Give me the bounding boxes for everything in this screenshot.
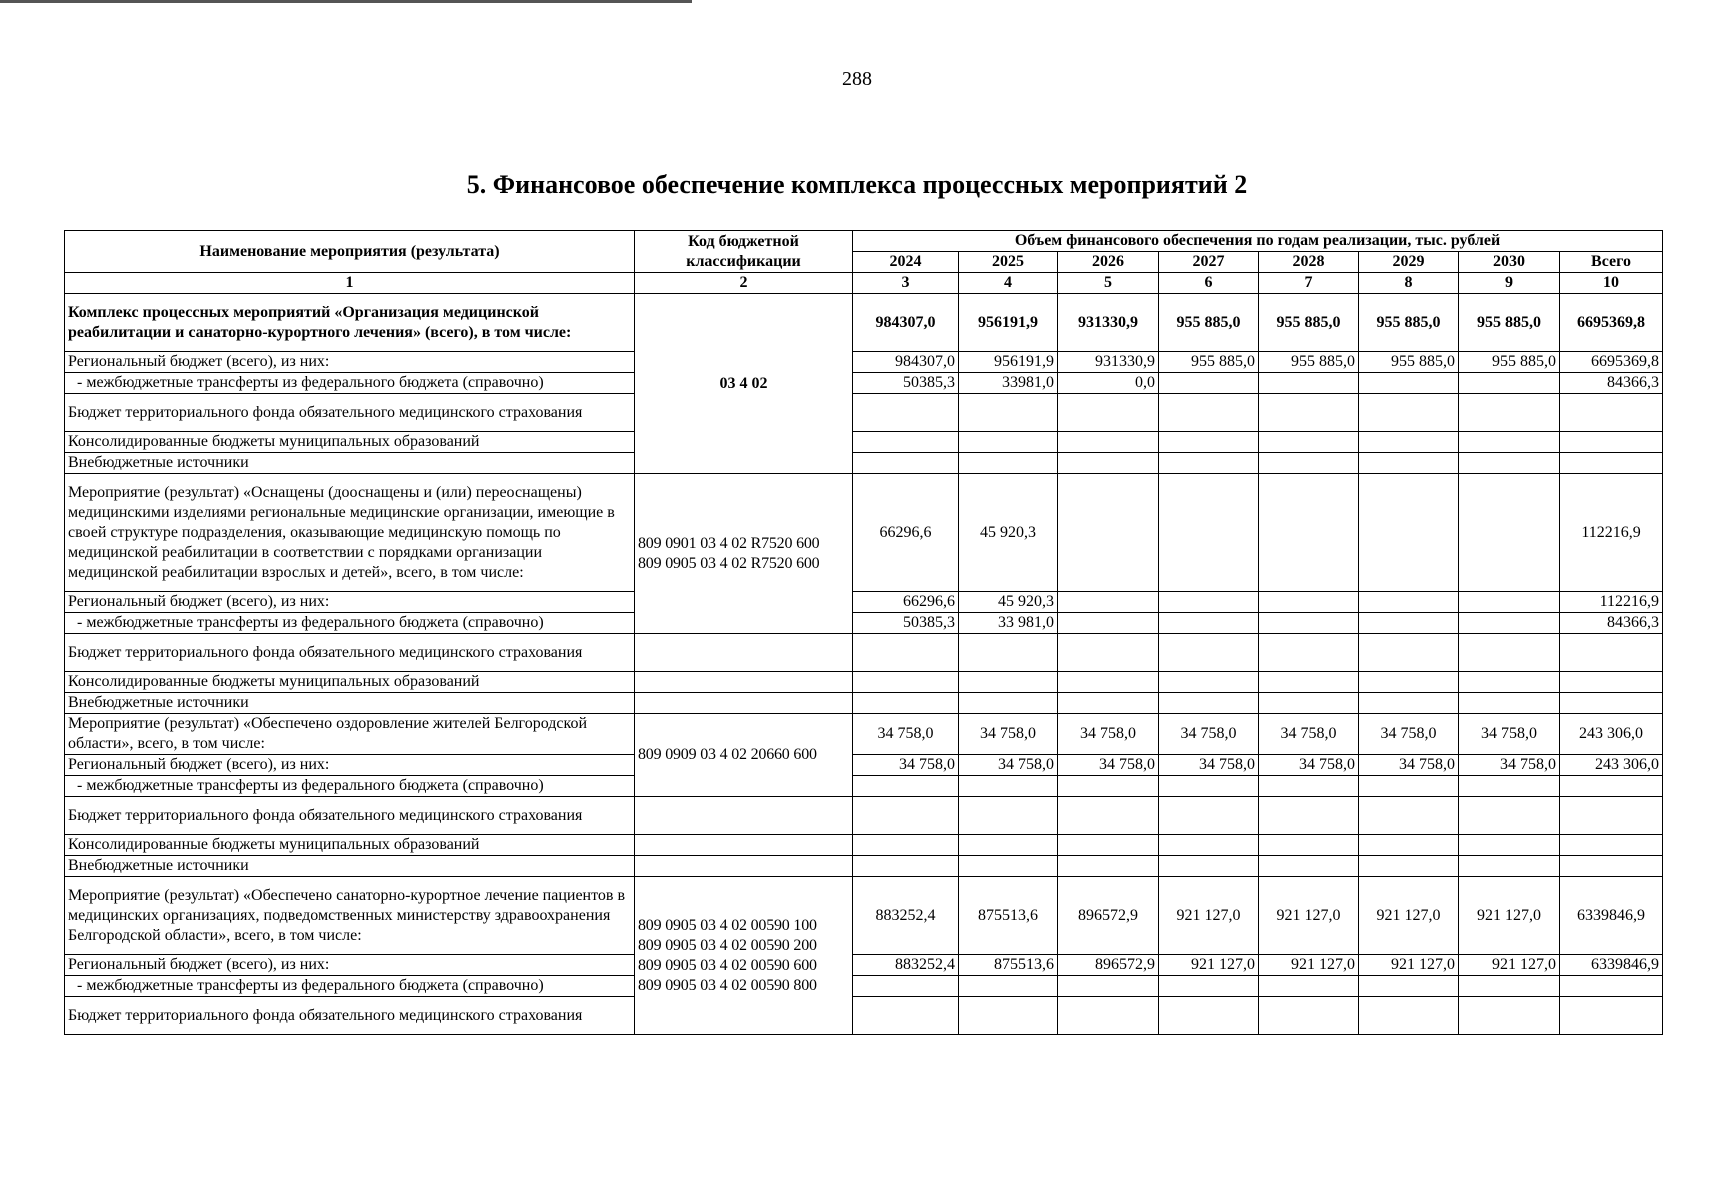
value-cell: 955 885,0	[1359, 352, 1459, 373]
value-cell	[1459, 394, 1560, 432]
value-cell: 921 127,0	[1359, 955, 1459, 976]
value-cell	[1159, 394, 1259, 432]
value-cell	[1359, 835, 1459, 856]
value-cell	[1058, 776, 1159, 797]
value-cell	[1459, 835, 1560, 856]
value-cell	[853, 976, 959, 997]
value-cell	[1560, 634, 1663, 672]
value-cell	[1058, 797, 1159, 835]
value-cell: 955 885,0	[1259, 352, 1359, 373]
value-cell	[1058, 453, 1159, 474]
header-volume-col: Объем финансового обеспечения по годам реализации, тыс. рублей	[853, 231, 1663, 252]
value-cell	[1359, 373, 1459, 394]
table-row	[65, 997, 1663, 1035]
value-cell	[1459, 373, 1560, 394]
value-cell: 931330,9	[1058, 352, 1159, 373]
header-year-2025: 2025	[959, 252, 1058, 273]
value-cell: 921 127,0	[1259, 877, 1359, 955]
value-cell: 243 306,0	[1560, 714, 1663, 755]
value-cell	[853, 997, 959, 1035]
value-cell	[959, 394, 1058, 432]
value-cell	[1359, 856, 1459, 877]
table-row	[65, 877, 1663, 955]
column-number: 3	[853, 273, 959, 294]
value-cell: 956191,9	[959, 294, 1058, 352]
value-cell: 34 758,0	[959, 755, 1058, 776]
value-cell: 921 127,0	[1259, 955, 1359, 976]
value-cell	[853, 432, 959, 453]
value-cell: 6695369,8	[1560, 294, 1663, 352]
header-total: Всего	[1560, 252, 1663, 273]
value-cell	[1159, 835, 1259, 856]
row-name: Бюджет территориального фонда обязательного медицинского страхования	[65, 797, 635, 835]
value-cell: 0,0	[1058, 373, 1159, 394]
value-cell: 896572,9	[1058, 877, 1159, 955]
value-cell	[1560, 693, 1663, 714]
value-cell: 984307,0	[853, 352, 959, 373]
value-cell	[1459, 693, 1560, 714]
table-row	[65, 955, 1663, 976]
row-name: Мероприятие (результат) «Обеспечено оздоровление жителей Белгородской области», всего, в том числе:	[65, 714, 635, 755]
value-cell: 112216,9	[1560, 592, 1663, 613]
value-cell	[1159, 856, 1259, 877]
table-row	[65, 613, 1663, 634]
value-cell: 34 758,0	[1459, 714, 1560, 755]
value-cell: 956191,9	[959, 352, 1058, 373]
value-cell	[959, 634, 1058, 672]
table-row	[65, 797, 1663, 835]
table-row	[65, 776, 1663, 797]
row-name: Внебюджетные источники	[65, 856, 635, 877]
value-cell	[1259, 453, 1359, 474]
value-cell	[1459, 474, 1560, 592]
value-cell	[1259, 856, 1359, 877]
table-body	[65, 273, 1663, 1035]
value-cell: 896572,9	[1058, 955, 1159, 976]
value-cell: 34 758,0	[1058, 714, 1159, 755]
header-name-col: Наименование мероприятия (результата)	[65, 231, 635, 273]
value-cell	[1459, 856, 1560, 877]
budget-code-line: 809 0901 03 4 02 R7520 600	[638, 534, 820, 552]
value-cell	[853, 672, 959, 693]
value-cell	[1560, 976, 1663, 997]
value-cell	[1459, 432, 1560, 453]
value-cell	[1159, 613, 1259, 634]
value-cell: 34 758,0	[853, 714, 959, 755]
row-name: Комплекс процессных мероприятий «Организация медицинской реабилитации и санаторно-курортного лечения» (всего), в том числе:	[65, 294, 635, 352]
value-cell: 921 127,0	[1359, 877, 1459, 955]
value-cell	[1459, 997, 1560, 1035]
value-cell	[1459, 613, 1560, 634]
value-cell	[1459, 976, 1560, 997]
value-cell: 45 920,3	[959, 592, 1058, 613]
row-name: - межбюджетные трансферты из федерального бюджета (справочно)	[65, 613, 635, 634]
value-cell	[1560, 797, 1663, 835]
value-cell	[1359, 592, 1459, 613]
value-cell: 84366,3	[1560, 373, 1663, 394]
table-row	[65, 976, 1663, 997]
value-cell	[1359, 432, 1459, 453]
value-cell	[959, 776, 1058, 797]
header-year-2028: 2028	[1259, 252, 1359, 273]
value-cell	[1359, 672, 1459, 693]
value-cell	[1058, 592, 1159, 613]
value-cell	[1259, 776, 1359, 797]
row-name: Внебюджетные источники	[65, 453, 635, 474]
value-cell	[1259, 373, 1359, 394]
table-row	[65, 592, 1663, 613]
value-cell	[1359, 613, 1459, 634]
column-number: 7	[1259, 273, 1359, 294]
value-cell	[853, 394, 959, 432]
budget-code-empty	[635, 693, 853, 714]
value-cell	[1058, 856, 1159, 877]
value-cell: 34 758,0	[1459, 755, 1560, 776]
value-cell	[959, 976, 1058, 997]
value-cell: 34 758,0	[1259, 714, 1359, 755]
value-cell: 6695369,8	[1560, 352, 1663, 373]
value-cell: 50385,3	[853, 613, 959, 634]
value-cell	[1159, 797, 1259, 835]
value-cell	[1058, 432, 1159, 453]
value-cell: 34 758,0	[1058, 755, 1159, 776]
value-cell	[959, 856, 1058, 877]
row-name: Бюджет территориального фонда обязательного медицинского страхования	[65, 634, 635, 672]
column-number: 5	[1058, 273, 1159, 294]
header-year-2024: 2024	[853, 252, 959, 273]
value-cell	[1259, 634, 1359, 672]
value-cell	[1058, 613, 1159, 634]
value-cell: 955 885,0	[1159, 352, 1259, 373]
value-cell	[853, 835, 959, 856]
budget-code-empty	[635, 634, 853, 672]
value-cell	[853, 856, 959, 877]
value-cell: 955 885,0	[1259, 294, 1359, 352]
value-cell	[1159, 976, 1259, 997]
value-cell	[1459, 634, 1560, 672]
column-number: 9	[1459, 273, 1560, 294]
column-number: 4	[959, 273, 1058, 294]
value-cell: 34 758,0	[1159, 755, 1259, 776]
table-row	[65, 755, 1663, 776]
header-code-col: Код бюджетной классификации	[635, 231, 853, 273]
header-year-2027: 2027	[1159, 252, 1259, 273]
value-cell	[1359, 776, 1459, 797]
value-cell	[1058, 693, 1159, 714]
budget-code-empty	[635, 797, 853, 835]
value-cell: 6339846,9	[1560, 955, 1663, 976]
value-cell	[1259, 997, 1359, 1035]
value-cell	[1459, 592, 1560, 613]
row-name: Региональный бюджет (всего), из них:	[65, 592, 635, 613]
value-cell	[1560, 835, 1663, 856]
value-cell: 50385,3	[853, 373, 959, 394]
value-cell: 6339846,9	[1560, 877, 1663, 955]
budget-code	[635, 294, 853, 474]
value-cell: 34 758,0	[1159, 714, 1259, 755]
budget-code-empty	[635, 672, 853, 693]
value-cell	[1259, 432, 1359, 453]
value-cell	[1359, 976, 1459, 997]
value-cell: 921 127,0	[1459, 877, 1560, 955]
row-name: - межбюджетные трансферты из федерального бюджета (справочно)	[65, 373, 635, 394]
table-row	[65, 352, 1663, 373]
value-cell	[959, 672, 1058, 693]
table-row	[65, 373, 1663, 394]
table-row	[65, 634, 1663, 672]
scan-edge-line	[0, 0, 692, 3]
page-number: 288	[842, 68, 872, 90]
table-row	[65, 714, 1663, 755]
value-cell	[1159, 373, 1259, 394]
table-row	[65, 835, 1663, 856]
value-cell	[1058, 976, 1159, 997]
value-cell	[959, 997, 1058, 1035]
table-row	[65, 453, 1663, 474]
value-cell	[1159, 693, 1259, 714]
table-row	[65, 693, 1663, 714]
value-cell	[1058, 634, 1159, 672]
value-cell	[1359, 693, 1459, 714]
row-name: Региональный бюджет (всего), из них:	[65, 755, 635, 776]
column-number: 1	[65, 273, 635, 294]
table-row	[65, 432, 1663, 453]
value-cell	[853, 797, 959, 835]
value-cell	[1058, 474, 1159, 592]
value-cell: 34 758,0	[853, 755, 959, 776]
budget-code-line: 809 0909 03 4 02 20660 600	[638, 746, 817, 763]
budget-code-line: 809 0905 03 4 02 R7520 600	[638, 554, 820, 572]
value-cell: 84366,3	[1560, 613, 1663, 634]
row-name: - межбюджетные трансферты из федерального бюджета (справочно)	[65, 976, 635, 997]
row-name: Консолидированные бюджеты муниципальных образований	[65, 835, 635, 856]
value-cell	[1159, 432, 1259, 453]
value-cell	[1560, 453, 1663, 474]
value-cell	[1359, 474, 1459, 592]
value-cell: 34 758,0	[1359, 755, 1459, 776]
value-cell: 955 885,0	[1359, 294, 1459, 352]
value-cell: 875513,6	[959, 877, 1058, 955]
value-cell	[1359, 394, 1459, 432]
row-name: Мероприятие (результат) «Оснащены (дооснащены и (или) переоснащены) медицинскими изделиями региональные медицинские организации, имеющие в своей структуре подразделения, оказывающие медицинскую помощь по медицинской реабилитации в соответствии с порядками организации медицинской реабилитации взрослых и детей», всего, в том числе:	[65, 474, 635, 592]
value-cell	[1159, 474, 1259, 592]
value-cell	[959, 797, 1058, 835]
value-cell	[1560, 672, 1663, 693]
value-cell	[1259, 394, 1359, 432]
row-name: Консолидированные бюджеты муниципальных образований	[65, 432, 635, 453]
value-cell	[853, 693, 959, 714]
value-cell	[1058, 394, 1159, 432]
value-cell	[1459, 672, 1560, 693]
column-number: 10	[1560, 273, 1663, 294]
value-cell	[1560, 776, 1663, 797]
value-cell	[1259, 835, 1359, 856]
value-cell: 955 885,0	[1459, 352, 1560, 373]
value-cell	[853, 776, 959, 797]
value-cell: 875513,6	[959, 955, 1058, 976]
value-cell	[1560, 432, 1663, 453]
budget-code-empty	[635, 856, 853, 877]
row-name: Региональный бюджет (всего), из них:	[65, 352, 635, 373]
value-cell: 66296,6	[853, 592, 959, 613]
page-title: 5. Финансовое обеспечение комплекса процессных мероприятий 2	[466, 170, 1248, 199]
column-number: 6	[1159, 273, 1259, 294]
budget-code	[635, 877, 853, 1035]
value-cell	[959, 453, 1058, 474]
value-cell	[1359, 797, 1459, 835]
value-cell	[1359, 634, 1459, 672]
budget-code	[635, 714, 853, 797]
value-cell: 243 306,0	[1560, 755, 1663, 776]
budget-code-line: 809 0905 03 4 02 00590 200	[638, 936, 817, 954]
value-cell	[1159, 634, 1259, 672]
value-cell	[1359, 453, 1459, 474]
header-year-2029: 2029	[1359, 252, 1459, 273]
value-cell	[1058, 835, 1159, 856]
row-name: Консолидированные бюджеты муниципальных образований	[65, 672, 635, 693]
value-cell	[1560, 394, 1663, 432]
value-cell	[1159, 453, 1259, 474]
row-name: Бюджет территориального фонда обязательного медицинского страхования	[65, 394, 635, 432]
value-cell	[1459, 797, 1560, 835]
value-cell	[959, 835, 1058, 856]
table-row	[65, 856, 1663, 877]
value-cell	[1359, 997, 1459, 1035]
value-cell: 955 885,0	[1159, 294, 1259, 352]
value-cell	[1058, 672, 1159, 693]
value-cell: 66296,6	[853, 474, 959, 592]
value-cell	[1459, 776, 1560, 797]
value-cell	[1259, 613, 1359, 634]
value-cell	[959, 432, 1058, 453]
row-name: Мероприятие (результат) «Обеспечено санаторно-курортное лечение пациентов в медицинских организациях, подведомственных министерству здравоохранения Белгородской области», всего, в том числе:	[65, 877, 635, 955]
value-cell	[1259, 693, 1359, 714]
table-row	[65, 394, 1663, 432]
value-cell	[1159, 672, 1259, 693]
value-cell	[1259, 474, 1359, 592]
budget-code	[635, 474, 853, 634]
value-cell: 33 981,0	[959, 613, 1058, 634]
value-cell: 34 758,0	[959, 714, 1058, 755]
budget-code-line: 809 0905 03 4 02 00590 100	[638, 916, 817, 934]
budget-code-line: 03 4 02	[719, 374, 768, 392]
column-number: 8	[1359, 273, 1459, 294]
value-cell	[1459, 453, 1560, 474]
value-cell: 931330,9	[1058, 294, 1159, 352]
value-cell	[1259, 976, 1359, 997]
value-cell	[1259, 797, 1359, 835]
value-cell: 34 758,0	[1359, 714, 1459, 755]
financing-table	[64, 230, 1663, 1035]
value-cell: 45 920,3	[959, 474, 1058, 592]
value-cell	[853, 634, 959, 672]
row-name: Бюджет территориального фонда обязательного медицинского страхования	[65, 997, 635, 1035]
value-cell	[1058, 997, 1159, 1035]
row-name: - межбюджетные трансферты из федерального бюджета (справочно)	[65, 776, 635, 797]
value-cell	[1159, 776, 1259, 797]
value-cell: 33981,0	[959, 373, 1058, 394]
column-number: 2	[635, 273, 853, 294]
table-row	[65, 672, 1663, 693]
header-year-2026: 2026	[1058, 252, 1159, 273]
header-year-2030: 2030	[1459, 252, 1560, 273]
value-cell: 883252,4	[853, 955, 959, 976]
value-cell: 955 885,0	[1459, 294, 1560, 352]
value-cell: 883252,4	[853, 877, 959, 955]
value-cell: 984307,0	[853, 294, 959, 352]
value-cell	[1259, 592, 1359, 613]
value-cell	[1159, 997, 1259, 1035]
value-cell	[959, 693, 1058, 714]
value-cell: 34 758,0	[1259, 755, 1359, 776]
value-cell	[1159, 592, 1259, 613]
budget-code-line: 809 0905 03 4 02 00590 600	[638, 956, 817, 974]
value-cell	[1560, 997, 1663, 1035]
value-cell	[1259, 672, 1359, 693]
value-cell	[853, 453, 959, 474]
value-cell	[1560, 856, 1663, 877]
value-cell: 112216,9	[1560, 474, 1663, 592]
value-cell: 921 127,0	[1159, 955, 1259, 976]
row-name: Региональный бюджет (всего), из них:	[65, 955, 635, 976]
table-row	[65, 474, 1663, 592]
column-number-row	[65, 273, 1663, 294]
value-cell: 921 127,0	[1159, 877, 1259, 955]
table-row	[65, 294, 1663, 352]
value-cell: 921 127,0	[1459, 955, 1560, 976]
row-name: Внебюджетные источники	[65, 693, 635, 714]
budget-code-line: 809 0905 03 4 02 00590 800	[638, 976, 817, 994]
budget-code-empty	[635, 835, 853, 856]
